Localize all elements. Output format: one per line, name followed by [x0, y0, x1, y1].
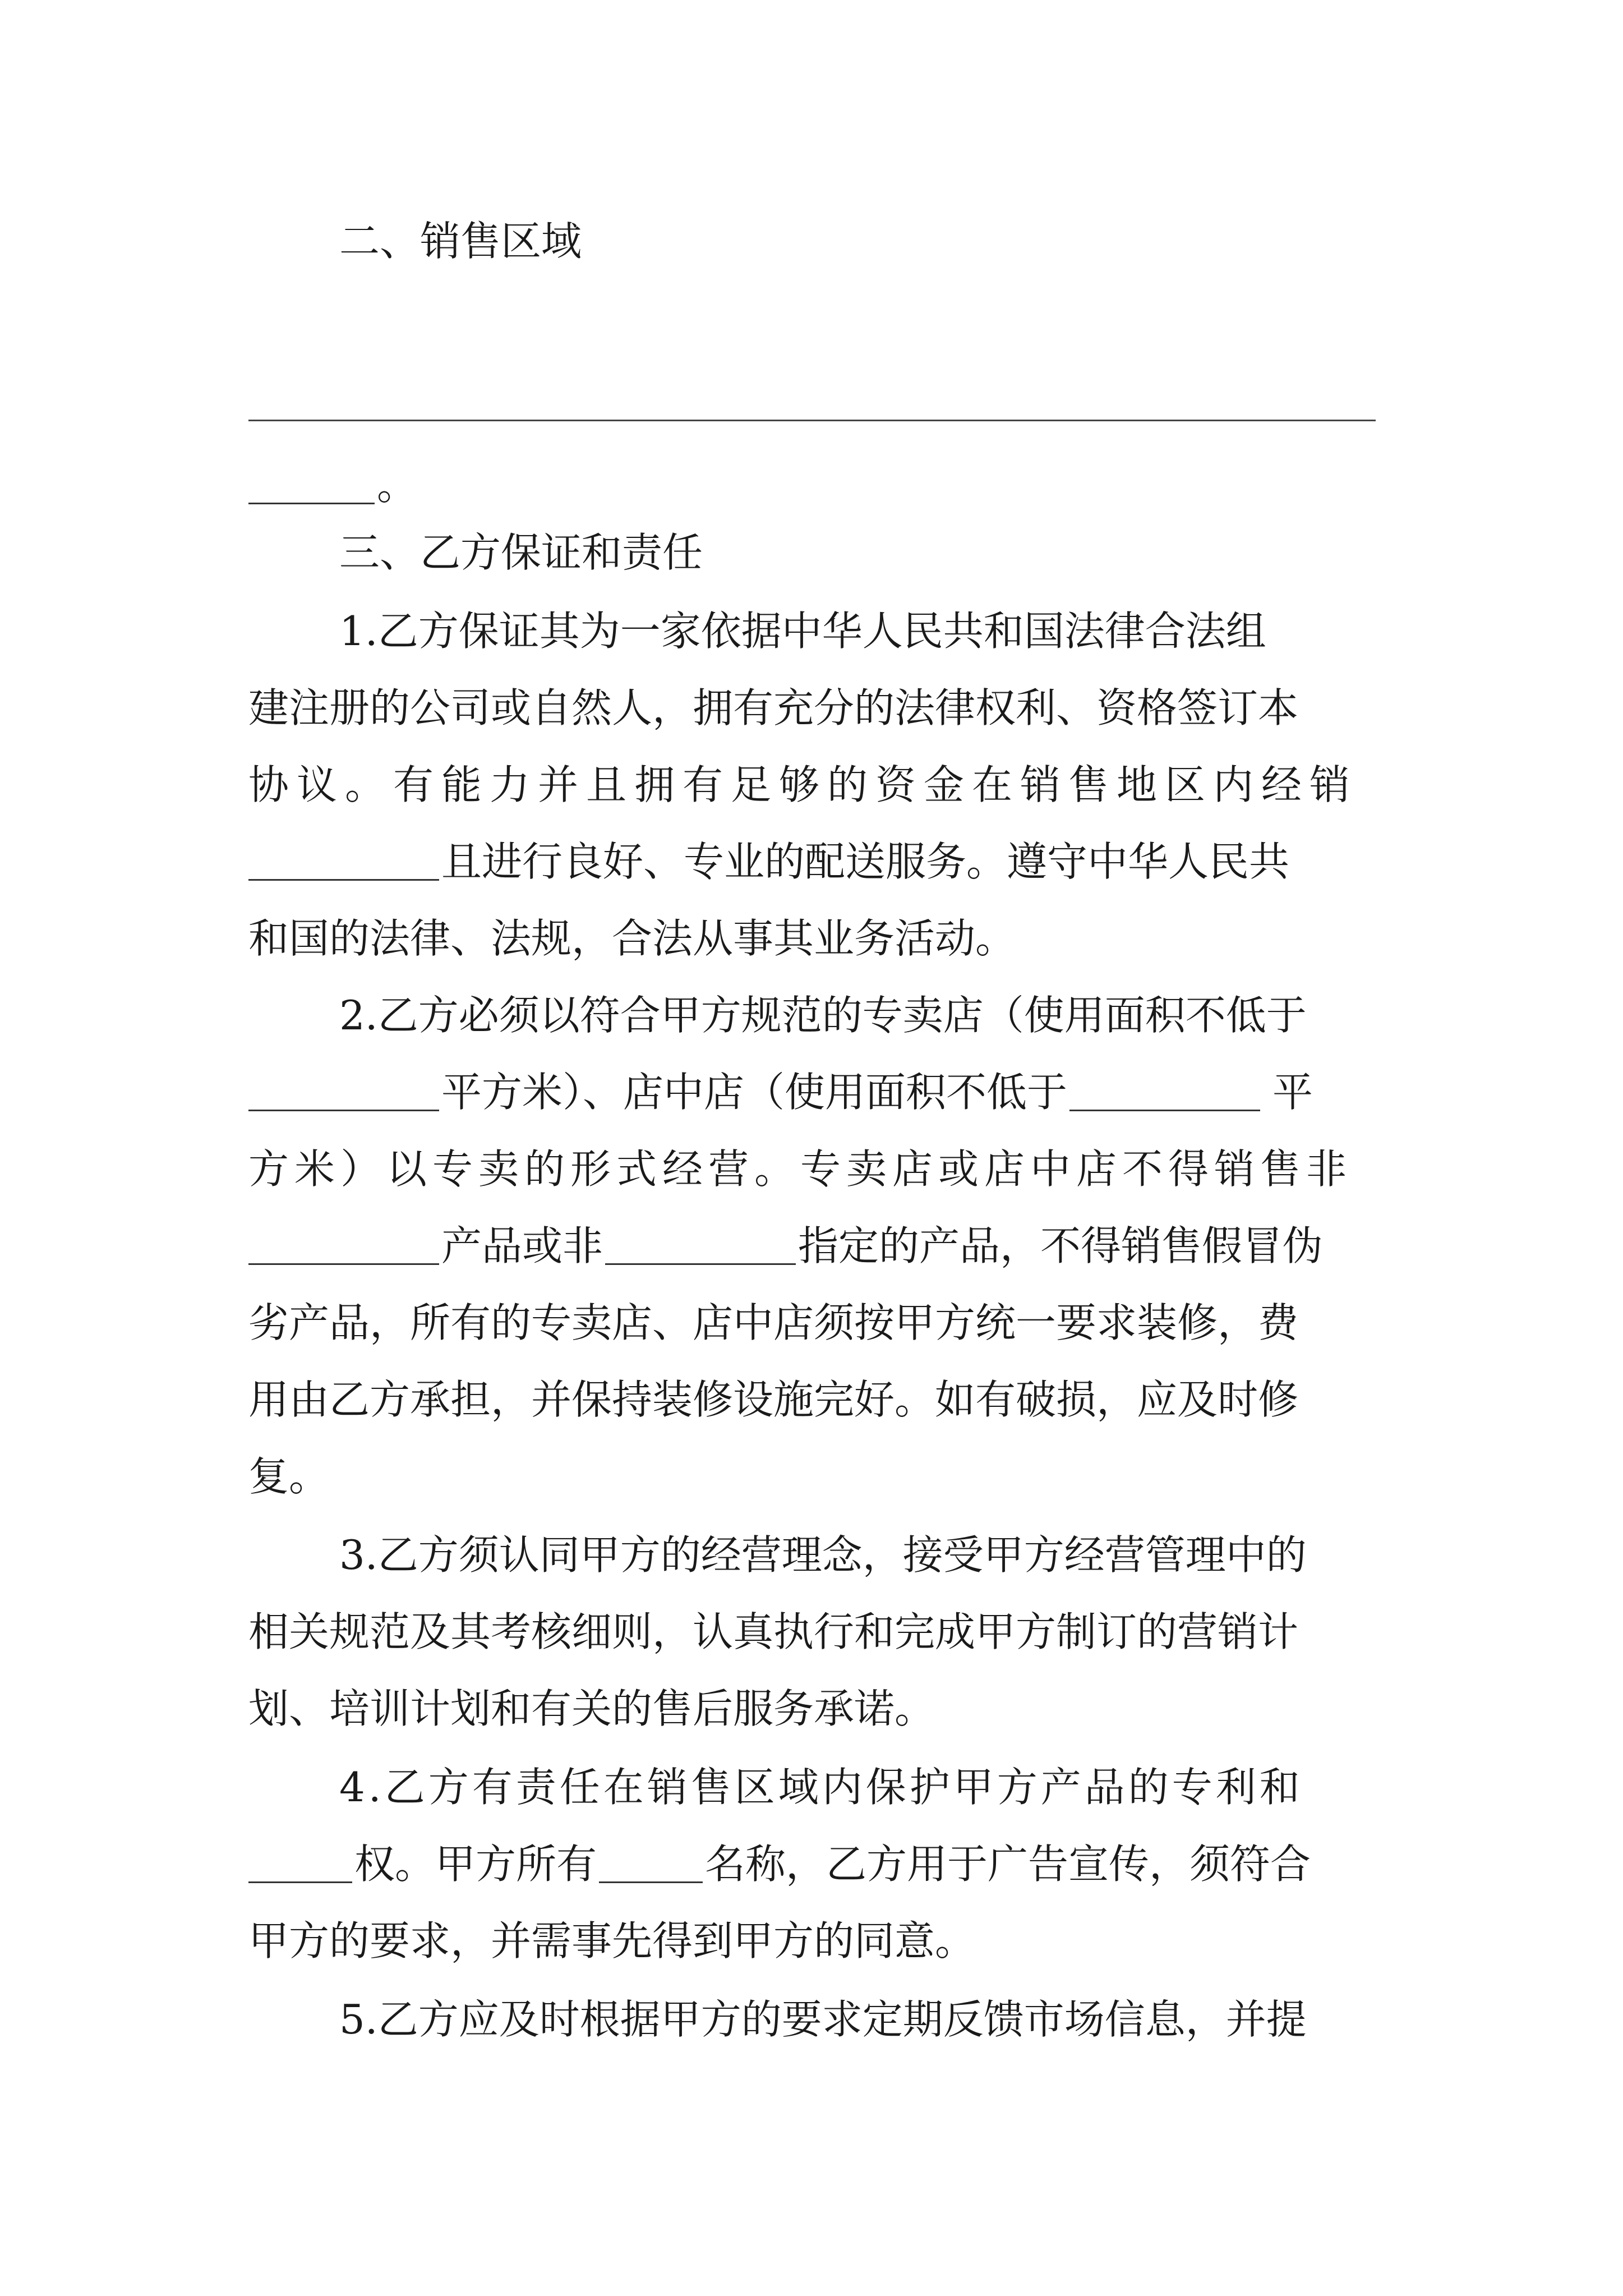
trademark-blank-1: [248, 1846, 352, 1883]
clause-1-line-5: [248, 899, 1387, 978]
clause-4-line-2: [248, 1825, 1387, 1903]
period-mark: 。: [377, 462, 418, 509]
clause-2-line-5: [248, 1283, 1387, 1362]
clause-1-line-1: [339, 592, 1387, 670]
clause-3-text: 划、培训计划和有关的售后服务承诺。: [248, 1685, 935, 1732]
clause-5-text: 5.乙方应及时根据甲方的要求定期反馈市场信息，并提: [339, 1996, 1307, 2043]
clause-1-line-4: [248, 822, 1387, 901]
section-2-heading: [339, 202, 1387, 280]
clause-2-line-3: [248, 1130, 1387, 1208]
clause-2-text: 2.乙方必须以符合甲方规范的专卖店（使用面积不低于: [339, 992, 1307, 1039]
area-blank-1: [248, 1074, 439, 1111]
brand-blank-2: [605, 1227, 796, 1265]
clause-2-line-1: [339, 976, 1387, 1055]
section-2-heading-text: 二、销售区域: [339, 218, 582, 265]
clause-2-line-6: [248, 1360, 1387, 1439]
clause-5-line-1: [339, 1980, 1387, 2059]
clause-3-line-1: [339, 1516, 1387, 1594]
clause-3-text: 3.乙方须认同甲方的经营理念，接受甲方经营管理中的: [339, 1531, 1307, 1579]
clause-4-text: 权。甲方所有: [354, 1841, 597, 1888]
clause-2-text: 指定的产品，不得销售假冒伪: [798, 1222, 1324, 1269]
section-3-heading: [339, 513, 1387, 592]
clause-4-text: 名称，乙方用于广告宣传，须符合: [705, 1841, 1311, 1888]
clause-1-line-3: [248, 746, 1387, 824]
clause-4-line-3: [248, 1902, 1387, 1980]
clause-1-text: 和国的法律、法规，合法从事其业务活动。: [248, 915, 1016, 962]
clause-2-text: 用由乙方承担，并保持装修设施完好。如有破损，应及时修: [248, 1376, 1299, 1423]
clause-1-text: 建注册的公司或自然人，拥有充分的法律权利、资格签订本: [248, 684, 1299, 731]
clause-2-text: 平: [1272, 1069, 1313, 1116]
clause-3-line-2: [248, 1593, 1387, 1671]
section-3-heading-text: 三、乙方保证和责任: [339, 529, 703, 576]
sales-region-line-end: [248, 446, 1387, 524]
clause-2-line-4: [248, 1207, 1387, 1285]
clause-4-text: 4.乙方有责任在销售区域内保护甲方产品的专利和: [339, 1764, 1303, 1811]
clause-3-line-3: [248, 1669, 1387, 1748]
clause-4-text: 甲方的要求，并需事先得到甲方的同意。: [248, 1917, 976, 1964]
sales-region-blank-line: [248, 420, 1376, 421]
clause-1-text: 且进行良好、专业的配送服务。遵守中华人民共: [441, 838, 1290, 885]
clause-2-text: 劣产品，所有的专卖店、店中店须按甲方统一要求装修，费: [248, 1299, 1299, 1346]
clause-1-line-2: [248, 669, 1387, 747]
clause-2-text: 平方米）、店中店（使用面积不低于: [441, 1069, 1068, 1116]
clause-2-line-2: [248, 1053, 1387, 1131]
clause-1-text: 1.乙方保证其为一家依据中华人民共和国法律合法组: [339, 608, 1266, 655]
clause-2-text: 方米）以专卖的形式经营。专卖店或店中店不得销售非: [248, 1145, 1353, 1193]
sales-region-blank: [248, 467, 375, 504]
clause-2-text: 产品或非: [441, 1222, 603, 1269]
clause-1-text: 协议。有能力并且拥有足够的资金在销售地区内经销: [248, 761, 1358, 808]
clause-2-line-7: [248, 1437, 1387, 1516]
clause-4-line-1: [339, 1748, 1387, 1826]
trademark-blank-2: [599, 1846, 703, 1883]
product-blank: [248, 843, 439, 881]
clause-3-text: 相关规范及其考核细则，认真执行和完成甲方制订的营销计: [248, 1608, 1299, 1655]
clause-2-text: 复。: [248, 1453, 330, 1500]
brand-blank-1: [248, 1227, 439, 1265]
area-blank-2: [1069, 1074, 1260, 1111]
